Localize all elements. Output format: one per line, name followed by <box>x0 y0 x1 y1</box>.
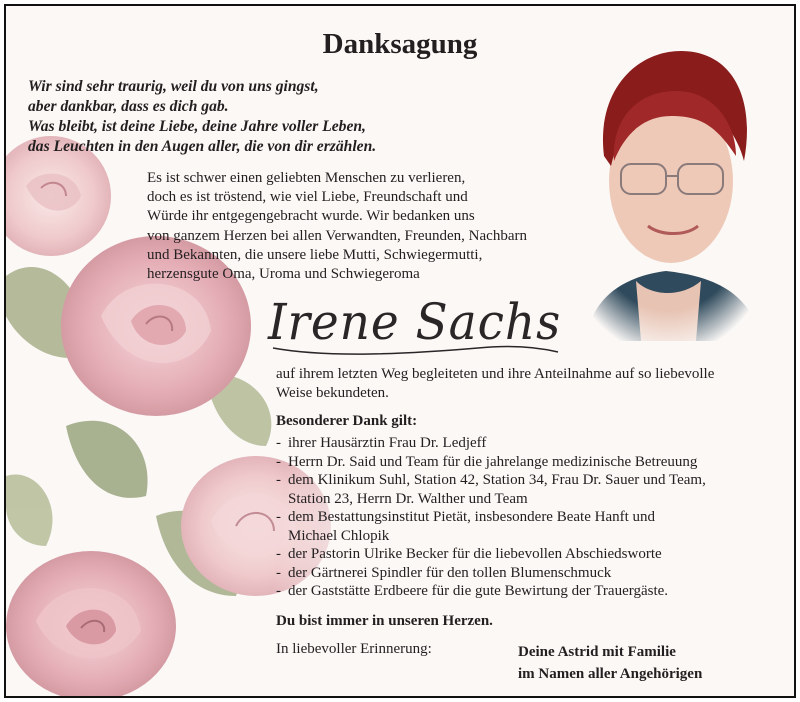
list-dash: - <box>276 546 281 562</box>
after-line: Weise bekundeten. <box>276 385 389 402</box>
poem-line: aber dankbar, dass es dich gab. <box>28 98 229 115</box>
intro-line: Es ist schwer einen geliebten Menschen zu verlieren, <box>147 170 466 186</box>
thanks-list <box>276 434 786 601</box>
list-item-line: der Gaststätte Erdbeere für die gute Bewirtung der Trauergäste. <box>288 583 669 599</box>
deceased-name: Irene Sachs <box>268 293 562 351</box>
intro-line: doch es ist tröstend, wie viel Liebe, Freundschaft und <box>147 189 468 206</box>
poem-line: Was bleibt, ist deine Liebe, deine Jahre voller Leben, <box>28 118 366 135</box>
list-dash: - <box>276 472 281 488</box>
signature-line: Deine Astrid mit Familie <box>518 644 676 660</box>
list-dash: - <box>276 509 281 525</box>
list-item <box>276 564 786 583</box>
list-dash: - <box>276 435 281 451</box>
list-dash: - <box>276 583 281 599</box>
list-item <box>276 582 786 601</box>
list-item-line: Herrn Dr. Said und Team für die jahrelange medizinische Betreuung <box>288 453 698 470</box>
thanks-heading: Besonderer Dank gilt: <box>276 413 418 429</box>
list-item-line: dem Klinikum Suhl, Station 42, Station 34, Frau Dr. Sauer und Team, <box>288 472 706 488</box>
list-item-line: Station 23, Herrn Dr. Walther und Team <box>288 490 528 507</box>
intro-line: und Bekannten, die unsere liebe Mutti, Schwiegermutti, <box>147 246 483 263</box>
obituary-card <box>4 4 796 698</box>
intro-line: herzensgute Oma, Uroma und Schwiegeroma <box>147 266 420 283</box>
list-dash: - <box>276 453 281 470</box>
poem-line: Wir sind sehr traurig, weil du von uns gingst, <box>28 78 319 95</box>
page-title: Danksagung <box>322 28 478 60</box>
list-item-line: der Gärtnerei Spindler für den tollen Blumenschmuck <box>288 564 612 581</box>
intro-line: von ganzem Herzen bei allen Verwandten, Freunden, Nachbarn <box>147 227 527 244</box>
poem-line: das Leuchten in den Augen aller, die von dir erzählen. <box>28 138 377 155</box>
closing-line: Du bist immer in unseren Herzen. <box>276 613 493 629</box>
list-item-line: dem Bestattungsinstitut Pietät, insbesondere Beate Hanft und <box>288 509 656 525</box>
list-item <box>276 434 786 453</box>
signature <box>518 641 702 685</box>
after-line: auf ihrem letzten Weg begleiteten und ihre Anteilnahme auf so liebevolle <box>276 366 715 382</box>
name-flourish <box>268 340 568 360</box>
intro-paragraph <box>147 169 567 284</box>
list-item <box>276 545 786 564</box>
list-item <box>276 471 786 508</box>
list-item <box>276 508 786 545</box>
poem <box>28 77 568 157</box>
list-dash: - <box>276 564 281 581</box>
intro-line: Würde ihr entgegengebracht wurde. Wir bedanken uns <box>147 208 475 225</box>
list-item-line: der Pastorin Ulrike Becker für die liebevollen Abschiedsworte <box>288 546 662 562</box>
remembrance-label: In liebevoller Erinnerung: <box>276 641 432 657</box>
list-item-line: ihrer Hausärztin Frau Dr. Ledjeff <box>288 435 487 451</box>
portrait-photo <box>566 36 771 341</box>
after-paragraph <box>276 365 781 403</box>
list-item-line: Michael Chlopik <box>288 527 390 544</box>
signature-line: im Namen aller Angehörigen <box>518 666 703 682</box>
list-item <box>276 453 786 472</box>
